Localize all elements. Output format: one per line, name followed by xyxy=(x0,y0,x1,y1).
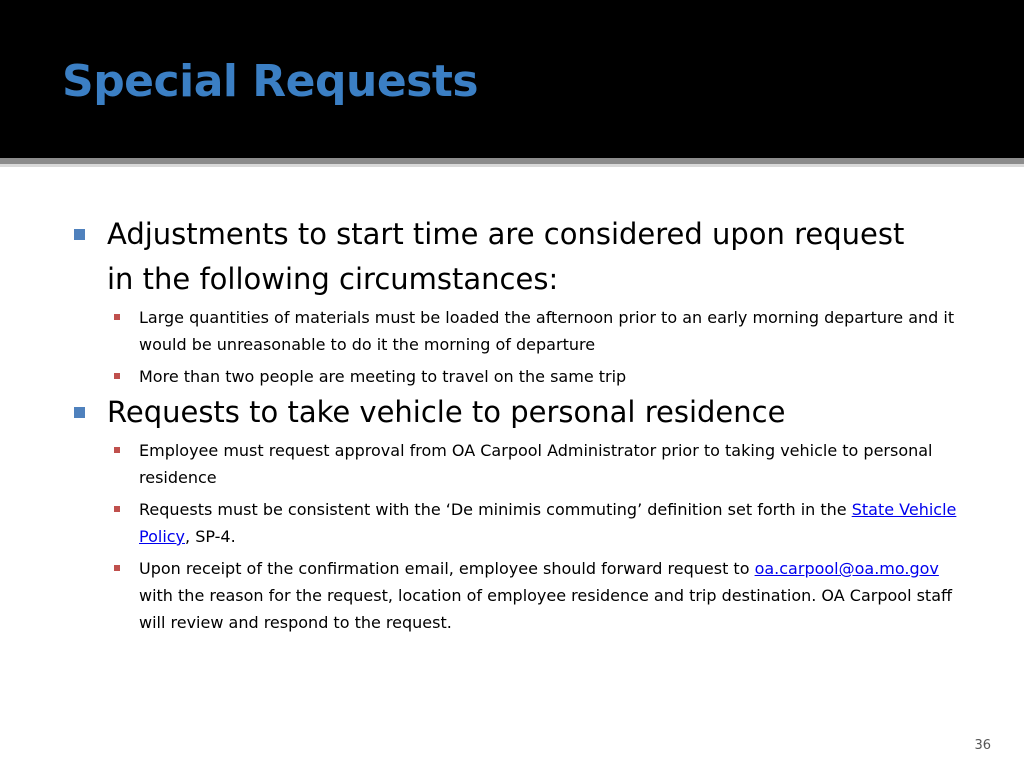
sub-bullet-forward-request xyxy=(0,555,1024,636)
sub-bullet-de-minimis xyxy=(0,496,1024,550)
slide-title: Special Requests xyxy=(62,56,479,107)
page-number: 36 xyxy=(974,738,991,753)
small-square-bullet-icon xyxy=(114,565,120,571)
sub-bullet-text: Employee must request approval from OA Carpool Administrator prior to taking vehicle to personal residence xyxy=(139,441,933,487)
sub-bullet-text: , SP-4. xyxy=(185,527,236,546)
bullet-start-time-adjustments xyxy=(0,212,1024,302)
state-vehicle-policy-link[interactable]: State Vehicle Policy xyxy=(139,500,957,546)
title-band xyxy=(0,0,1024,158)
sub-bullet-text: with the reason for the request, location of employee residence and trip destination. OA Carpool staff will review and respond to the request. xyxy=(139,586,953,632)
sub-bullet-large-quantities xyxy=(0,304,1024,358)
small-square-bullet-icon xyxy=(114,373,120,379)
small-square-bullet-icon xyxy=(114,447,120,453)
small-square-bullet-icon xyxy=(114,506,120,512)
sub-bullet-text: Large quantities of materials must be loaded the afternoon prior to an early morning departure and it would be unreasonable to do it the morning of departure xyxy=(139,308,955,354)
bullet-text: Adjustments to start time are considered upon request in the following circumstances: xyxy=(107,217,905,296)
bullet-personal-residence xyxy=(0,390,1024,435)
sub-bullet-text: Upon receipt of the confirmation email, employee should forward request to xyxy=(139,559,755,578)
title-divider-shadow xyxy=(0,164,1024,167)
sub-bullet-request-approval xyxy=(0,437,1024,491)
sub-bullet-text: More than two people are meeting to travel on the same trip xyxy=(139,367,627,386)
small-square-bullet-icon xyxy=(114,314,120,320)
sub-bullet-text: Requests must be consistent with the ‘De minimis commuting’ definition set forth in the xyxy=(139,500,852,519)
slide-body xyxy=(0,212,1024,636)
square-bullet-icon xyxy=(74,229,85,240)
square-bullet-icon xyxy=(74,407,85,418)
sub-bullet-two-people xyxy=(0,363,1024,390)
carpool-email-link[interactable]: oa.carpool@oa.mo.gov xyxy=(754,559,939,578)
bullet-text: Requests to take vehicle to personal residence xyxy=(107,395,786,429)
